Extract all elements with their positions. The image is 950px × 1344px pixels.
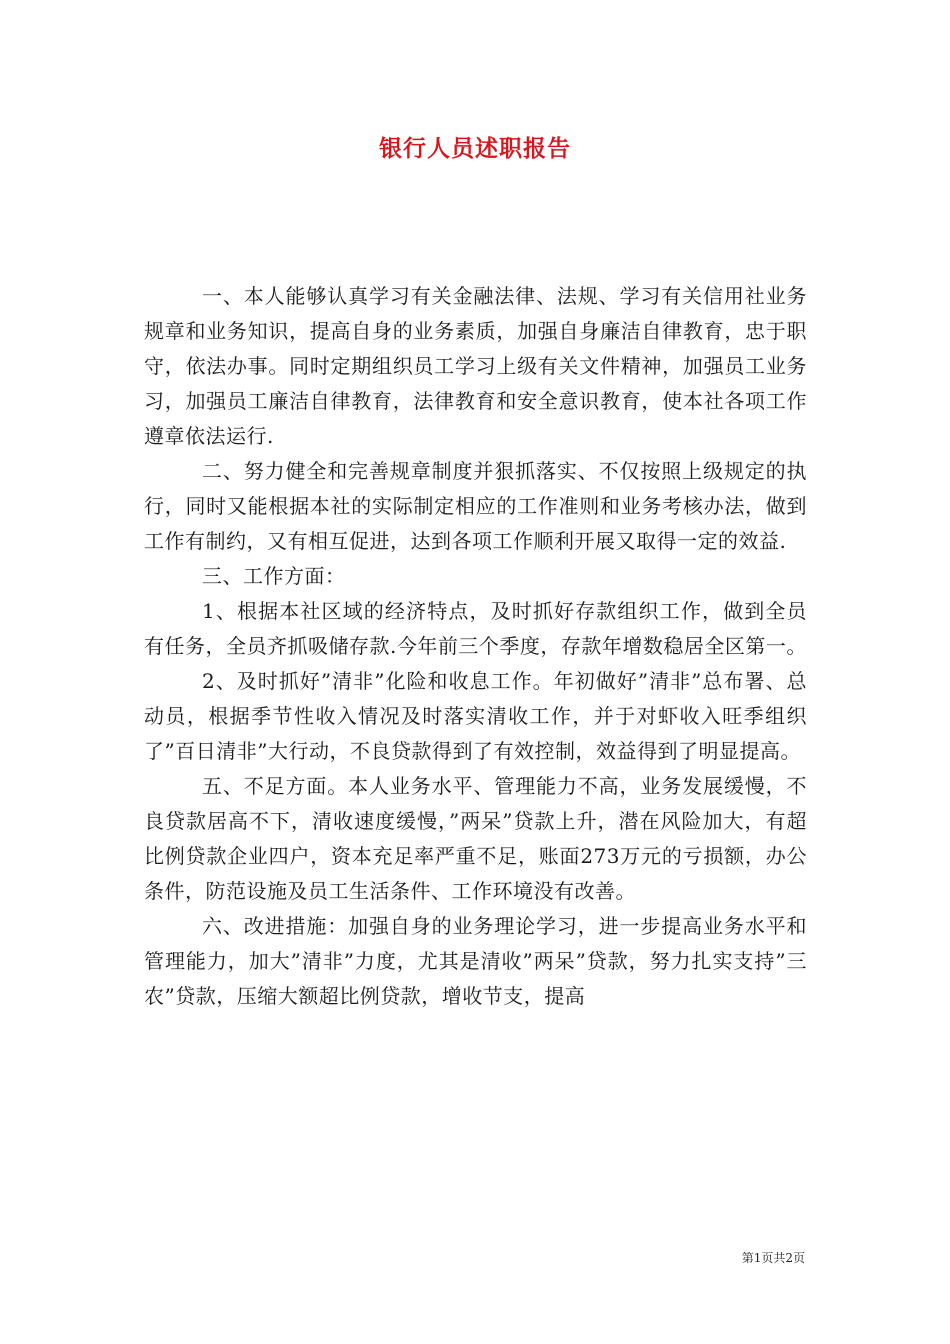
document-body xyxy=(144,279,807,1014)
paragraph-7: 六、改进措施：加强自身的业务理论学习，进一步提高业务水平和管理能力，加大”清非”力度，尤其是清收”两呆”贷款，努力扎实支持”三农”贷款，压缩大额超比例贷款，增收节支，提高 xyxy=(144,914,807,1008)
paragraph-5: 2、及时抓好”清非”化险和收息工作。年初做好”清非”总布署、总动员，根据季节性收入情况及时落实清收工作，并于对虾收入旺季组织了”百日清非”大行动，不良贷款得到了有效控制，效益得到了明显提高。 xyxy=(144,669,807,763)
paragraph-6: 五、不足方面。本人业务水平、管理能力不高，业务发展缓慢，不良贷款居高不下，清收速度缓慢，”两呆”贷款上升，潜在风险加大，有超比例贷款企业四户，资本充足率严重不足，账面273万元的亏损额，办公条件，防范设施及员工生活条件、工作环境没有改善。 xyxy=(144,774,807,903)
paragraph-3: 三、工作方面： xyxy=(202,564,346,588)
paragraph-2: 二、努力健全和完善规章制度并狠抓落实、不仅按照上级规定的执行，同时又能根据本社的实际制定相应的工作准则和业务考核办法，做到工作有制约，又有相互促进，达到各项工作顺利开展又取得一定的效益. xyxy=(144,459,807,553)
document-title: 银行人员述职报告 xyxy=(379,135,571,162)
paragraph-1: 一、本人能够认真学习有关金融法律、法规、学习有关信用社业务规章和业务知识，提高自身的业务素质，加强自身廉洁自律教育，忠于职守，依法办事。同时定期组织员工学习上级有关文件精神，加强员工业务习，加强员工廉洁自律教育，法律教育和安全意识教育，使本社各项工作遵章依法运行. xyxy=(144,284,807,448)
paragraph-4: 1、根据本社区域的经济特点，及时抓好存款组织工作，做到全员有任务，全员齐抓吸储存款.今年前三个季度，存款年增数稳居全区第一。 xyxy=(144,599,807,658)
page-number: 第1页共2页 xyxy=(741,1251,805,1265)
